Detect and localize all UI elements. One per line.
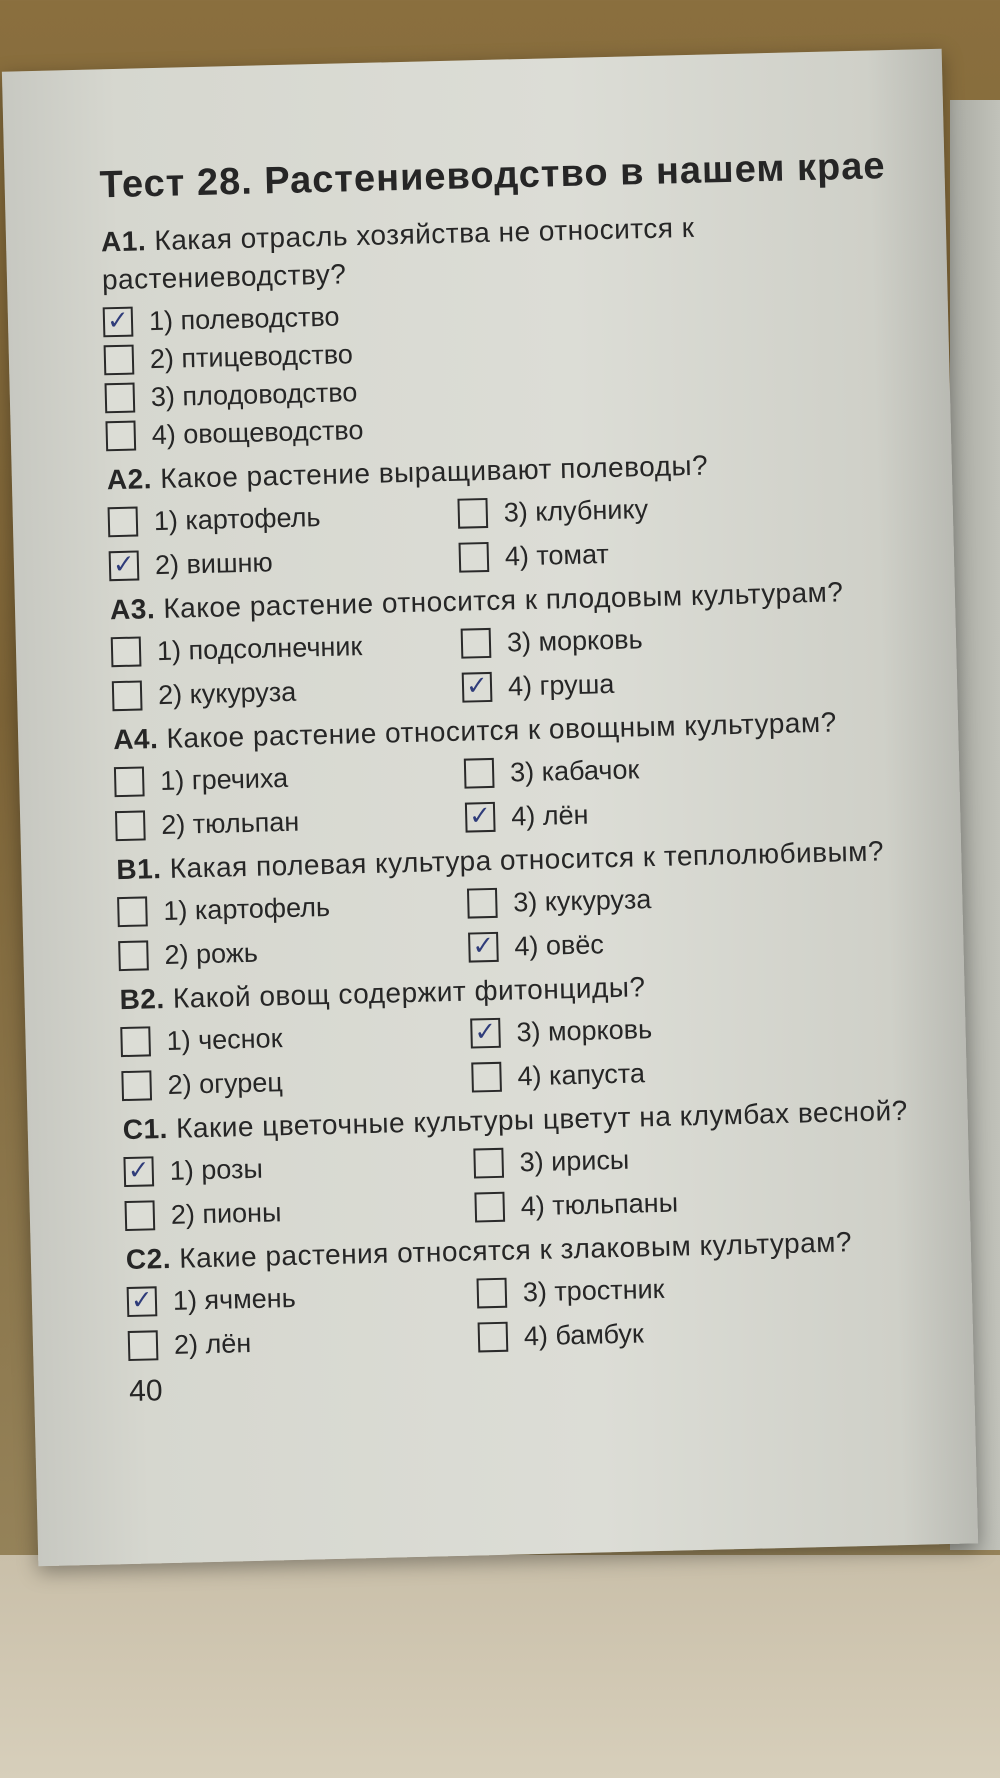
question-code: А2. xyxy=(106,463,153,496)
question-text: Какое растение выращивают полеводы? xyxy=(159,449,709,494)
question-text: Какие цветочные культуры цветут на клумбах весной? xyxy=(175,1094,909,1144)
option-label: 3) клубнику xyxy=(503,493,649,528)
checkbox[interactable] xyxy=(478,1322,509,1353)
checkbox[interactable] xyxy=(105,383,136,414)
options-a3 xyxy=(111,613,933,715)
option-label: 4) груша xyxy=(507,668,615,702)
option-label: 3) морковь xyxy=(506,623,643,658)
option-label: 2) огурец xyxy=(167,1066,284,1100)
checkbox[interactable] xyxy=(111,636,142,667)
options-c1 xyxy=(123,1133,945,1235)
option-label: 1) гречиха xyxy=(159,762,289,796)
checkbox[interactable] xyxy=(115,810,146,841)
option-label: 4) томат xyxy=(504,538,610,572)
option-label: 1) картофель xyxy=(153,501,321,536)
option-a2-1[interactable] xyxy=(107,495,458,542)
option-c2-1[interactable] xyxy=(127,1274,478,1321)
option-label: 3) тростник xyxy=(522,1273,665,1307)
option-c2-4[interactable] xyxy=(477,1309,878,1357)
checkbox[interactable] xyxy=(465,802,496,833)
option-label: 1) картофель xyxy=(163,891,331,926)
option-b2-2[interactable] xyxy=(121,1059,472,1106)
option-label: 3) кукуруза xyxy=(512,883,652,917)
option-c1-3[interactable] xyxy=(473,1135,874,1183)
checkbox[interactable] xyxy=(108,507,139,538)
checkbox[interactable] xyxy=(123,1156,154,1187)
checkbox[interactable] xyxy=(471,1062,502,1093)
options-b2 xyxy=(120,1003,942,1105)
checkbox[interactable] xyxy=(117,896,148,927)
option-label: 2) пионы xyxy=(170,1196,282,1230)
option-label: 4) тюльпаны xyxy=(520,1187,679,1221)
option-label: 4) овощеводство xyxy=(151,414,364,450)
question-code: А3. xyxy=(109,593,156,626)
option-label: 3) ирисы xyxy=(519,1144,630,1177)
option-label: 3) плодоводство xyxy=(150,376,358,412)
option-label: 1) ячмень xyxy=(172,1282,297,1316)
option-b1-3[interactable] xyxy=(467,875,868,923)
checkbox[interactable] xyxy=(105,421,136,452)
options-a1 xyxy=(103,283,926,455)
option-a4-1[interactable] xyxy=(114,755,465,802)
checkbox[interactable] xyxy=(112,680,143,711)
option-c1-1[interactable] xyxy=(123,1145,474,1192)
options-b1 xyxy=(117,873,939,975)
option-c2-2[interactable] xyxy=(128,1318,479,1365)
checkbox[interactable] xyxy=(459,542,490,573)
question-text: Какая полевая культура относится к теплолюбивым? xyxy=(169,835,885,884)
checkbox[interactable] xyxy=(462,672,493,703)
option-label: 1) полеводство xyxy=(148,301,340,336)
checkbox[interactable] xyxy=(473,1148,504,1179)
checkbox[interactable] xyxy=(121,1070,152,1101)
checkbox[interactable] xyxy=(114,766,145,797)
option-b2-4[interactable] xyxy=(471,1049,872,1097)
option-label: 4) капуста xyxy=(517,1057,646,1091)
question-code: В1. xyxy=(116,853,162,886)
checkbox[interactable] xyxy=(457,498,488,529)
page-number: 40 xyxy=(128,1374,163,1408)
checkbox[interactable] xyxy=(477,1278,508,1309)
option-c1-4[interactable] xyxy=(474,1179,875,1227)
check-mark-icon: ✓ xyxy=(474,1016,497,1048)
option-label: 2) лён xyxy=(173,1327,252,1360)
option-label: 4) бамбук xyxy=(523,1317,645,1351)
checkbox[interactable] xyxy=(103,307,134,338)
option-label: 2) кукуруза xyxy=(157,676,297,710)
options-a2 xyxy=(107,483,929,585)
option-a4-2[interactable] xyxy=(115,799,466,846)
option-label: 2) птицеводство xyxy=(149,338,354,374)
checkbox[interactable] xyxy=(461,628,492,659)
check-mark-icon: ✓ xyxy=(465,671,489,702)
option-a3-4[interactable] xyxy=(462,659,863,707)
checkbox[interactable] xyxy=(468,932,499,963)
option-b2-3[interactable] xyxy=(470,1005,871,1053)
option-a2-3[interactable] xyxy=(457,485,858,533)
option-a3-3[interactable] xyxy=(461,615,862,663)
checkbox[interactable] xyxy=(104,345,135,376)
option-label: 1) подсолнечник xyxy=(156,630,363,666)
option-label: 1) розы xyxy=(169,1153,264,1186)
option-c2-3[interactable] xyxy=(476,1265,877,1313)
option-b2-1[interactable] xyxy=(120,1015,471,1062)
option-a2-4[interactable] xyxy=(458,529,859,577)
option-label: 4) лён xyxy=(510,799,589,831)
option-label: 1) чеснок xyxy=(166,1022,283,1056)
question-text: Какой овощ содержит фитонциды? xyxy=(172,971,646,1014)
question-code: С2. xyxy=(125,1242,172,1276)
question-text: Какое растение относится к плодовым культурам? xyxy=(163,576,844,624)
option-a3-2[interactable] xyxy=(112,669,463,716)
checkbox[interactable] xyxy=(128,1330,159,1361)
checkbox[interactable] xyxy=(125,1200,156,1231)
option-label: 3) морковь xyxy=(516,1013,653,1047)
checkbox[interactable] xyxy=(120,1026,151,1057)
checkbox[interactable] xyxy=(464,758,495,789)
option-label: 2) рожь xyxy=(164,937,259,970)
option-a3-1[interactable] xyxy=(111,625,462,672)
question-code: А1. xyxy=(100,225,147,258)
check-mark-icon: ✓ xyxy=(112,549,136,581)
check-mark-icon: ✓ xyxy=(106,305,130,337)
options-c2 xyxy=(127,1263,949,1365)
options-a4 xyxy=(114,743,936,845)
checkbox[interactable] xyxy=(118,940,149,971)
question-code: А4. xyxy=(112,723,159,756)
option-label: 2) тюльпан xyxy=(160,806,300,840)
option-b1-4[interactable] xyxy=(468,919,869,967)
question-text: Какая отрасль хозяйства не относится к растениеводству? xyxy=(101,211,695,296)
check-mark-icon: ✓ xyxy=(468,800,492,832)
option-label: 4) овёс xyxy=(514,928,605,961)
table-surface xyxy=(0,1555,1000,1778)
question-code: С1. xyxy=(122,1112,169,1146)
option-label: 2) вишню xyxy=(154,546,274,580)
option-a4-3[interactable] xyxy=(464,745,865,793)
checkbox[interactable] xyxy=(109,551,140,582)
question-a1 xyxy=(101,203,923,299)
checkbox[interactable] xyxy=(470,1018,501,1049)
option-b1-2[interactable] xyxy=(118,929,469,976)
option-a4-4[interactable] xyxy=(465,789,866,837)
page-content xyxy=(99,144,949,1409)
checkbox[interactable] xyxy=(467,888,498,919)
check-mark-icon: ✓ xyxy=(130,1285,154,1316)
option-b1-1[interactable] xyxy=(117,885,468,932)
page-title: Тест 28. Растениеводство в нашем крае xyxy=(99,145,886,207)
check-mark-icon: ✓ xyxy=(127,1155,150,1186)
checkbox[interactable] xyxy=(127,1286,158,1317)
workbook-page xyxy=(2,49,978,1567)
question-code: В2. xyxy=(119,983,166,1016)
option-label: 3) кабачок xyxy=(509,753,640,787)
option-a2-2[interactable] xyxy=(109,539,460,586)
option-c1-2[interactable] xyxy=(124,1188,475,1235)
question-text: Какое растение относится к овощным культурам? xyxy=(166,706,838,754)
question-text: Какие растения относятся к злаковым культурам? xyxy=(178,1226,853,1274)
checkbox[interactable] xyxy=(474,1192,505,1223)
check-mark-icon: ✓ xyxy=(472,930,495,962)
